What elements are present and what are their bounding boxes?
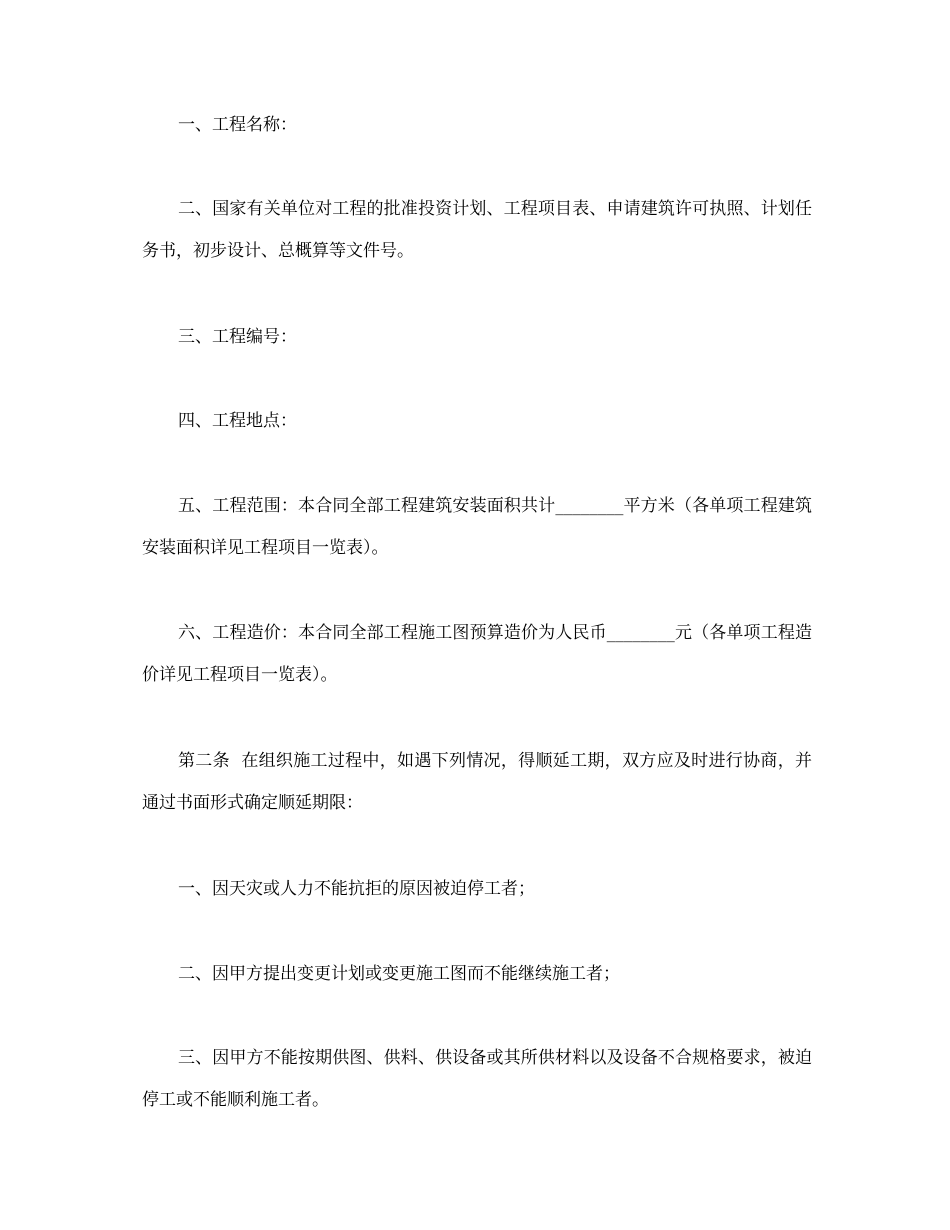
item-project-location: 四、工程地点： — [178, 411, 297, 431]
item-project-name: 一、工程名称： — [178, 115, 297, 135]
article-two: 第二条 在组织施工过程中，如遇下列情况，得顺延工期，双方应及时进行协商，并通过书面形式确定顺延期限： — [142, 751, 812, 813]
delay-case-one: 一、因天灾或人力不能抗拒的原因被迫停工者； — [178, 879, 535, 899]
item-project-number: 三、工程编号： — [178, 327, 297, 347]
item-approval-documents: 二、国家有关单位对工程的批准投资计划、工程项目表、申请建筑许可执照、计划任务书，初步设计、总概算等文件号。 — [142, 199, 812, 261]
item-project-scope: 五、工程范围：本合同全部工程建筑安装面积共计________平方米（各单项工程建筑安装面积详见工程项目一览表）。 — [142, 496, 812, 558]
item-project-cost: 六、工程造价：本合同全部工程施工图预算造价为人民币________元（各单项工程造价详见工程项目一览表）。 — [142, 623, 812, 685]
delay-case-three: 三、因甲方不能按期供图、供料、供设备或其所供材料以及设备不合规格要求，被迫停工或不能顺利施工者。 — [142, 1048, 812, 1110]
delay-case-two: 二、因甲方提出变更计划或变更施工图而不能继续施工者； — [178, 964, 620, 984]
